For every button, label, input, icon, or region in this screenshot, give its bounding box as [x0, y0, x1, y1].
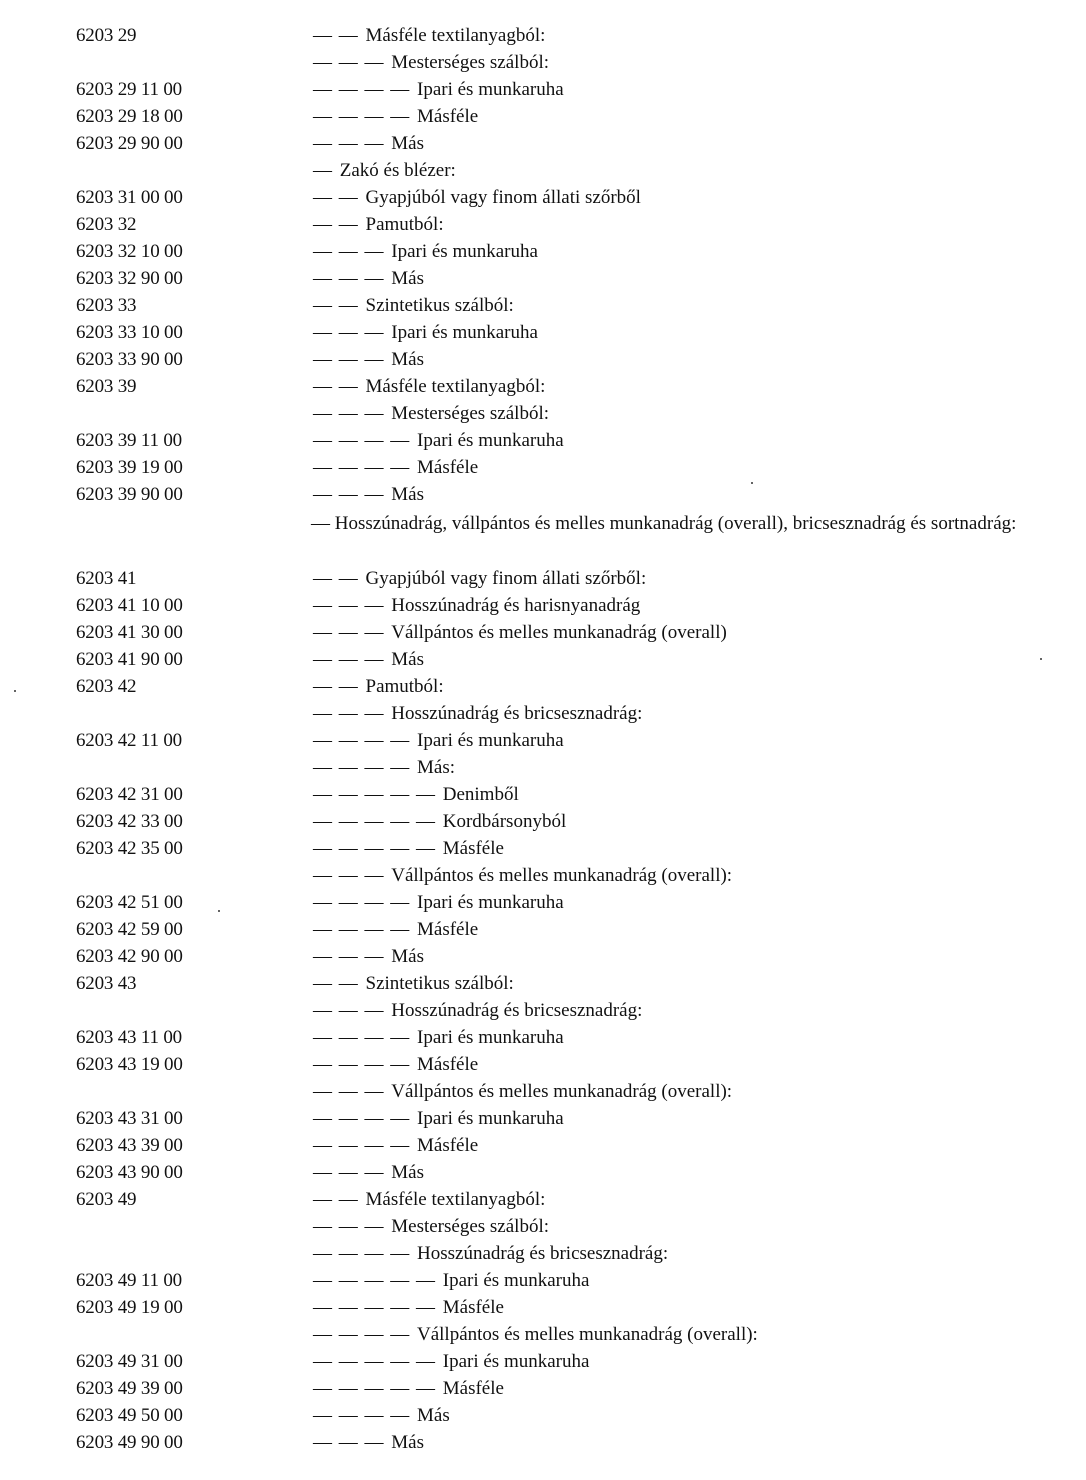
tariff-code: 6203 41 10 00: [76, 595, 183, 616]
tariff-label: Mesterséges szálból:: [391, 403, 550, 424]
tariff-label: Ipari és munkaruha: [417, 430, 564, 451]
tariff-code: 6203 43 31 00: [76, 1108, 183, 1129]
tariff-description: [313, 700, 642, 727]
tariff-row: [0, 592, 1086, 619]
indent-dashes: — — —: [313, 403, 385, 424]
indent-dashes: — — — —: [313, 757, 411, 778]
indent-dashes: — — — — —: [313, 838, 436, 859]
tariff-label: Szintetikus szálból:: [365, 295, 514, 316]
tariff-row: [0, 916, 1086, 943]
tariff-row: [0, 1024, 1086, 1051]
tariff-code: 6203 49 50 00: [76, 1405, 183, 1426]
tariff-label: Más:: [417, 757, 455, 778]
tariff-code: 6203 39 11 00: [76, 430, 182, 451]
indent-dashes: — —: [313, 295, 359, 316]
tariff-row: [0, 1132, 1086, 1159]
indent-dashes: — — — — —: [313, 811, 436, 832]
tariff-code: 6203 49: [76, 1189, 137, 1210]
tariff-code: 6203 49 90 00: [76, 1432, 183, 1453]
indent-dashes: — — — —: [313, 1027, 411, 1048]
tariff-code: 6203 31 00 00: [76, 187, 183, 208]
tariff-code: 6203 49 19 00: [76, 1297, 183, 1318]
tariff-label: Gyapjúból vagy finom állati szőrből:: [365, 568, 647, 589]
tariff-row: [0, 997, 1086, 1024]
indent-dashes: — —: [313, 973, 359, 994]
tariff-label: Másféle textilanyagból:: [365, 376, 546, 397]
tariff-description: [313, 1186, 545, 1213]
tariff-label: Mesterséges szálból:: [391, 52, 550, 73]
indent-dashes: — — —: [313, 133, 385, 154]
tariff-label: Ipari és munkaruha: [442, 1270, 590, 1291]
tariff-row: [0, 889, 1086, 916]
tariff-row: [0, 49, 1086, 76]
tariff-code: 6203 49 31 00: [76, 1351, 183, 1372]
tariff-description: [313, 76, 564, 103]
indent-dashes: — — — — —: [313, 1378, 436, 1399]
tariff-label: Más: [391, 946, 424, 967]
tariff-row: [0, 1078, 1086, 1105]
tariff-label: Más: [391, 1162, 424, 1183]
tariff-label: Gyapjúból vagy finom állati szőrből: [365, 187, 641, 208]
indent-dashes: — — — —: [313, 892, 411, 913]
tariff-description: [313, 1105, 564, 1132]
tariff-row: [0, 646, 1086, 673]
tariff-code: 6203 42 11 00: [76, 730, 182, 751]
tariff-label: Másféle: [417, 1135, 479, 1156]
tariff-description: [313, 943, 424, 970]
tariff-description: [313, 1348, 589, 1375]
tariff-row: [0, 1375, 1086, 1402]
tariff-code: 6203 29 11 00: [76, 79, 182, 100]
indent-dashes: — — —: [313, 865, 385, 886]
tariff-row: [0, 184, 1086, 211]
tariff-row: [0, 346, 1086, 373]
tariff-code: 6203 41 30 00: [76, 622, 183, 643]
tariff-description: [313, 400, 549, 427]
tariff-row: [0, 1159, 1086, 1186]
scan-speck: [14, 690, 16, 692]
tariff-row: [0, 265, 1086, 292]
indent-dashes: — — — —: [313, 730, 411, 751]
tariff-row: [0, 1294, 1086, 1321]
tariff-label: Denimből: [442, 784, 519, 805]
tariff-row: [0, 970, 1086, 997]
tariff-code: 6203 49 39 00: [76, 1378, 183, 1399]
indent-dashes: — — — —: [313, 106, 411, 127]
tariff-label: Hosszúnadrág és bricsesznadrág:: [391, 1000, 643, 1021]
tariff-row: [0, 400, 1086, 427]
tariff-row: [0, 619, 1086, 646]
indent-dashes: — — —: [313, 268, 385, 289]
tariff-description: [313, 1267, 589, 1294]
tariff-row: [0, 1429, 1086, 1456]
tariff-description: [313, 1159, 424, 1186]
tariff-code: 6203 39 90 00: [76, 484, 183, 505]
tariff-description: [313, 1321, 758, 1348]
indent-dashes: — — — —: [313, 1405, 411, 1426]
tariff-code: 6203 33 90 00: [76, 349, 183, 370]
tariff-description: [313, 211, 444, 238]
tariff-code: 6203 42 33 00: [76, 811, 183, 832]
tariff-description: [313, 1375, 504, 1402]
tariff-code: 6203 41 90 00: [76, 649, 183, 670]
tariff-description: [313, 808, 566, 835]
tariff-description: [313, 997, 642, 1024]
tariff-row: [0, 1267, 1086, 1294]
indent-dashes: — — — — —: [313, 1351, 436, 1372]
tariff-description: [313, 427, 564, 454]
tariff-label: Ipari és munkaruha: [417, 1108, 564, 1129]
tariff-row: [0, 319, 1086, 346]
tariff-code: 6203 32: [76, 214, 137, 235]
tariff-label: Mesterséges szálból:: [391, 1216, 550, 1237]
indent-dashes: — —: [313, 1189, 359, 1210]
tariff-code: 6203 41: [76, 568, 137, 589]
tariff-description: [313, 49, 549, 76]
tariff-label: Vállpántos és melles munkanadrág (overall):: [391, 1081, 733, 1102]
tariff-row: [0, 565, 1086, 592]
tariff-code: 6203 33: [76, 295, 137, 316]
tariff-description: [313, 1024, 564, 1051]
tariff-row: [0, 1213, 1086, 1240]
tariff-description: [313, 619, 727, 646]
indent-dashes: — —: [313, 376, 359, 397]
tariff-code: 6203 29 90 00: [76, 133, 183, 154]
indent-dashes: — — — —: [313, 1135, 411, 1156]
tariff-description: [313, 1240, 668, 1267]
tariff-label: Kordbársonyból: [442, 811, 567, 832]
indent-dashes: — — —: [313, 349, 385, 370]
tariff-row: [0, 454, 1086, 481]
tariff-row: [0, 808, 1086, 835]
tariff-code: 6203 33 10 00: [76, 322, 183, 343]
tariff-row: [0, 754, 1086, 781]
tariff-label: Vállpántos és melles munkanadrág (overall): [391, 622, 727, 643]
scan-speck: [751, 482, 753, 484]
tariff-label: Hosszúnadrág és harisnyanadrág: [391, 595, 641, 616]
tariff-row: [0, 130, 1086, 157]
tariff-label: Ipari és munkaruha: [417, 79, 564, 100]
tariff-description: [313, 862, 732, 889]
tariff-description: [313, 727, 564, 754]
tariff-description: [313, 781, 519, 808]
indent-dashes: — — — — —: [313, 1270, 436, 1291]
tariff-description: [313, 130, 424, 157]
tariff-label: Ipari és munkaruha: [442, 1351, 590, 1372]
indent-dashes: — — —: [313, 1432, 385, 1453]
tariff-row: [0, 1348, 1086, 1375]
tariff-description: [313, 346, 424, 373]
tariff-description: [313, 319, 538, 346]
tariff-code: 6203 29: [76, 25, 137, 46]
indent-dashes: — —: [313, 676, 359, 697]
tariff-row: [0, 103, 1086, 130]
tariff-label: Más: [391, 133, 424, 154]
long-heading-row: — Hosszúnadrág, vállpántos és melles munkanadrág (overall), bricsesznadrág és sortnadrág:: [311, 513, 1017, 534]
tariff-code: 6203 43: [76, 973, 137, 994]
tariff-description: [313, 292, 514, 319]
tariff-description: [313, 238, 538, 265]
tariff-code: 6203 42: [76, 676, 137, 697]
tariff-description: [313, 481, 424, 508]
tariff-description: [313, 103, 478, 130]
indent-dashes: — — —: [313, 1000, 385, 1021]
tariff-label: Másféle: [442, 838, 504, 859]
tariff-description: [313, 265, 424, 292]
tariff-label: Ipari és munkaruha: [391, 241, 538, 262]
tariff-code: 6203 32 10 00: [76, 241, 183, 262]
tariff-code: 6203 29 18 00: [76, 106, 183, 127]
tariff-label: Zakó és blézer:: [339, 160, 456, 181]
indent-dashes: — — —: [313, 1081, 385, 1102]
tariff-description: [313, 1132, 478, 1159]
tariff-row: [0, 1240, 1086, 1267]
tariff-code: 6203 43 19 00: [76, 1054, 183, 1075]
indent-dashes: — — —: [313, 622, 385, 643]
indent-dashes: — — —: [313, 241, 385, 262]
tariff-description: [313, 1213, 549, 1240]
tariff-label: Ipari és munkaruha: [417, 730, 564, 751]
tariff-row: [0, 427, 1086, 454]
indent-dashes: — — — —: [313, 430, 411, 451]
tariff-row: [0, 1051, 1086, 1078]
tariff-description: [313, 1402, 450, 1429]
tariff-code: 6203 39: [76, 376, 137, 397]
indent-dashes: — — —: [313, 1162, 385, 1183]
tariff-row: [0, 76, 1086, 103]
tariff-row: [0, 1402, 1086, 1429]
indent-dashes: — — — — —: [313, 1297, 436, 1318]
tariff-description: [313, 835, 504, 862]
tariff-description: [313, 592, 640, 619]
tariff-row: [0, 1186, 1086, 1213]
tariff-label: Más: [391, 1432, 424, 1453]
tariff-code: 6203 39 19 00: [76, 457, 183, 478]
tariff-label: Vállpántos és melles munkanadrág (overall):: [391, 865, 733, 886]
tariff-description: [313, 157, 456, 184]
tariff-description: [313, 889, 564, 916]
indent-dashes: — — — —: [313, 79, 411, 100]
tariff-label: Hosszúnadrág és bricsesznadrág:: [417, 1243, 669, 1264]
tariff-label: Másféle: [417, 106, 479, 127]
indent-dashes: — — — — —: [313, 784, 436, 805]
tariff-row: [0, 835, 1086, 862]
tariff-row: [0, 1321, 1086, 1348]
tariff-label: Pamutból:: [365, 676, 444, 697]
tariff-row: [0, 22, 1086, 49]
tariff-label: Más: [391, 268, 424, 289]
indent-dashes: — — — —: [313, 1108, 411, 1129]
tariff-description: [313, 1294, 504, 1321]
tariff-code: 6203 43 90 00: [76, 1162, 183, 1183]
tariff-label: Másféle textilanyagból:: [365, 1189, 546, 1210]
tariff-label: Másféle: [417, 919, 479, 940]
indent-dashes: — — —: [313, 946, 385, 967]
tariff-description: [313, 454, 478, 481]
indent-dashes: — — — —: [313, 1243, 411, 1264]
tariff-label: Más: [391, 649, 424, 670]
tariff-row: [0, 862, 1086, 889]
indent-dashes: — — —: [313, 484, 385, 505]
tariff-label: Pamutból:: [365, 214, 444, 235]
tariff-row: [0, 727, 1086, 754]
indent-dashes: — — — —: [313, 457, 411, 478]
tariff-row: [0, 211, 1086, 238]
tariff-description: [313, 1078, 732, 1105]
tariff-description: [313, 1051, 478, 1078]
tariff-description: [313, 673, 444, 700]
tariff-label: Ipari és munkaruha: [391, 322, 538, 343]
tariff-row: [0, 943, 1086, 970]
tariff-description: [313, 184, 641, 211]
tariff-row: [0, 673, 1086, 700]
tariff-label: Másféle: [417, 1054, 479, 1075]
tariff-label: Ipari és munkaruha: [417, 892, 564, 913]
indent-dashes: —: [313, 160, 333, 181]
tariff-label: Másféle: [442, 1378, 504, 1399]
tariff-code: 6203 42 35 00: [76, 838, 183, 859]
tariff-row: [0, 373, 1086, 400]
scan-speck: [218, 910, 220, 912]
tariff-code: 6203 43 11 00: [76, 1027, 182, 1048]
tariff-label: Más: [391, 484, 424, 505]
tariff-code: 6203 42 31 00: [76, 784, 183, 805]
tariff-row: [0, 481, 1086, 508]
tariff-description: [313, 22, 545, 49]
tariff-label: Másféle textilanyagból:: [365, 25, 546, 46]
tariff-description: [313, 646, 424, 673]
tariff-code: 6203 42 51 00: [76, 892, 183, 913]
indent-dashes: — — —: [313, 322, 385, 343]
indent-dashes: — —: [313, 568, 359, 589]
tariff-code: 6203 42 90 00: [76, 946, 183, 967]
tariff-row: [0, 292, 1086, 319]
tariff-code: 6203 32 90 00: [76, 268, 183, 289]
indent-dashes: — — — —: [313, 1054, 411, 1075]
indent-dashes: — — — —: [313, 1324, 411, 1345]
tariff-code: 6203 43 39 00: [76, 1135, 183, 1156]
tariff-code: 6203 42 59 00: [76, 919, 183, 940]
tariff-description: [313, 1429, 424, 1456]
tariff-label: Vállpántos és melles munkanadrág (overall):: [417, 1324, 758, 1345]
tariff-row: [0, 157, 1086, 184]
tariff-description: [313, 754, 455, 781]
tariff-description: [313, 565, 646, 592]
tariff-description: [313, 970, 514, 997]
tariff-label: Másféle: [417, 457, 479, 478]
tariff-label: Szintetikus szálból:: [365, 973, 514, 994]
indent-dashes: — — — —: [313, 919, 411, 940]
indent-dashes: — —: [313, 214, 359, 235]
indent-dashes: — — —: [313, 649, 385, 670]
indent-dashes: — —: [313, 25, 359, 46]
tariff-label: Ipari és munkaruha: [417, 1027, 564, 1048]
tariff-description: [313, 373, 545, 400]
tariff-row: [0, 781, 1086, 808]
indent-dashes: — — —: [313, 1216, 385, 1237]
scan-speck: [1040, 658, 1042, 660]
indent-dashes: — — —: [313, 595, 385, 616]
tariff-label: Más: [391, 349, 424, 370]
tariff-row: [0, 1105, 1086, 1132]
tariff-code: 6203 49 11 00: [76, 1270, 182, 1291]
tariff-label: Más: [417, 1405, 450, 1426]
tariff-row: [0, 238, 1086, 265]
tariff-label: Másféle: [442, 1297, 504, 1318]
indent-dashes: — —: [313, 187, 359, 208]
tariff-description: [313, 916, 478, 943]
indent-dashes: — — —: [313, 703, 385, 724]
tariff-label: Hosszúnadrág és bricsesznadrág:: [391, 703, 643, 724]
tariff-row: [0, 700, 1086, 727]
indent-dashes: — — —: [313, 52, 385, 73]
